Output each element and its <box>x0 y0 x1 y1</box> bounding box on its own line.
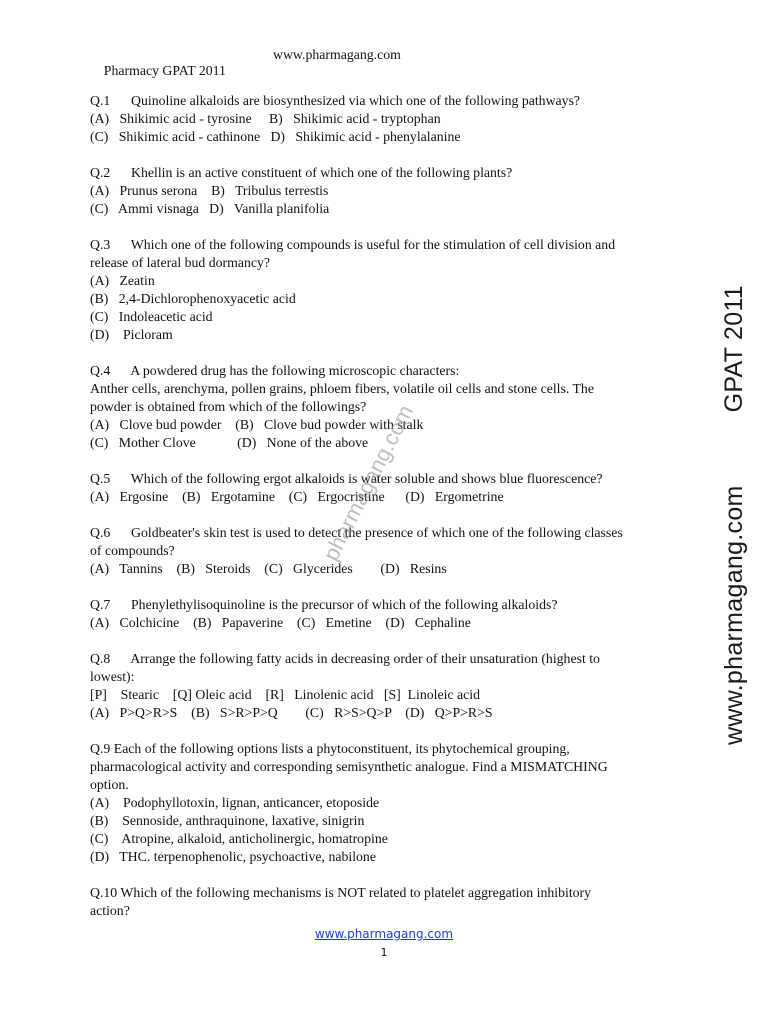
page-number: 1 <box>380 946 388 959</box>
question-line: Anther cells, arenchyma, pollen grains, phloem fibers, volatile oil cells and stone cells. The <box>90 381 594 396</box>
question-line: (A) Tannins (B) Steroids (C) Glycerides (D) Resins <box>90 561 447 576</box>
question-line: option. <box>90 777 129 792</box>
question-line: (A) Colchicine (B) Papaverine (C) Emetine (D) Cephaline <box>90 615 471 630</box>
side-branding <box>677 285 748 745</box>
side-site-text: www.pharmagang.com <box>720 485 748 745</box>
question-line: (A) Shikimic acid - tyrosine B) Shikimic acid - tryptophan <box>90 111 441 126</box>
question-line: [P] Stearic [Q] Oleic acid [R] Linolenic acid [S] Linoleic acid <box>90 687 481 702</box>
question-line: action? <box>90 903 130 918</box>
footer-link[interactable]: www.pharmagang.com <box>314 927 454 941</box>
question-7 <box>90 596 676 632</box>
question-line: (C) Indoleacetic acid <box>90 309 213 324</box>
question-1 <box>90 92 676 146</box>
question-line: (A) Prunus serona B) Tribulus terrestis <box>90 183 329 198</box>
question-text: Q.1 Quinoline alkaloids are biosynthesized via which one of the following pathways? <box>90 93 581 108</box>
question-9 <box>90 740 676 866</box>
question-text: Q.7 Phenylethylisoquinoline is the precursor of which of the following alkaloids? <box>90 597 558 612</box>
side-exam-text: GPAT 2011 <box>720 285 748 413</box>
question-line: (A) Podophyllotoxin, lignan, anticancer, etoposide <box>90 795 380 810</box>
question-text: Q.5 Which of the following ergot alkaloids is water soluble and shows blue fluorescence? <box>90 471 603 486</box>
question-text: Q.8 Arrange the following fatty acids in decreasing order of their unsaturation (highest to <box>90 651 600 666</box>
question-line: (A) Ergosine (B) Ergotamine (C) Ergocristine (D) Ergometrine <box>90 489 504 504</box>
question-line: of compounds? <box>90 543 175 558</box>
watermark: pharmagang.com <box>318 400 419 565</box>
header-title: Pharmacy GPAT 2011 <box>103 63 226 78</box>
question-6 <box>90 524 676 578</box>
question-line: release of lateral bud dormancy? <box>90 255 271 270</box>
question-line: powder is obtained from which of the followings? <box>90 399 367 414</box>
question-2 <box>90 164 676 218</box>
question-line: (C) Shikimic acid - cathinone D) Shikimic acid - phenylalanine <box>90 129 461 144</box>
question-line: (D) THC. terpenophenolic, psychoactive, nabilone <box>90 849 376 864</box>
question-text: Q.2 Khellin is an active constituent of which one of the following plants? <box>90 165 513 180</box>
question-10 <box>90 884 676 920</box>
question-text: Q.6 Goldbeater's skin test is used to detect the presence of which one of the following classes <box>90 525 623 540</box>
question-line: (D) Picloram <box>90 327 173 342</box>
question-line: (C) Atropine, alkaloid, anticholinergic, homatropine <box>90 831 388 846</box>
question-8 <box>90 650 676 722</box>
question-line: (C) Ammi visnaga D) Vanilla planifolia <box>90 201 330 216</box>
question-line: (C) Mother Clove (D) None of the above <box>90 435 369 450</box>
question-line: (A) P>Q>R>S (B) S>R>P>Q (C) R>S>Q>P (D) Q>P>R>S <box>90 705 493 720</box>
header-url: www.pharmagang.com <box>273 47 401 62</box>
question-line: (B) 2,4-Dichlorophenoxyacetic acid <box>90 291 296 306</box>
question-text: Q.4 A powdered drug has the following microscopic characters: <box>90 363 460 378</box>
question-line: pharmacological activity and corresponding semisynthetic analogue. Find a MISMATCHING <box>90 759 608 774</box>
question-text: Q.9 Each of the following options lists a phytoconstituent, its phytochemical grouping, <box>90 741 570 756</box>
question-line: (A) Clove bud powder (B) Clove bud powder with stalk <box>90 417 424 432</box>
question-line: (A) Zeatin <box>90 273 155 288</box>
question-text: Q.3 Which one of the following compounds is useful for the stimulation of cell division and <box>90 237 616 252</box>
question-text: Q.10 Which of the following mechanisms is NOT related to platelet aggregation inhibitory <box>90 885 592 900</box>
question-list <box>90 92 676 938</box>
question-3 <box>90 236 676 344</box>
question-line: (B) Sennoside, anthraquinone, laxative, sinigrin <box>90 813 365 828</box>
question-line: lowest): <box>90 669 135 684</box>
